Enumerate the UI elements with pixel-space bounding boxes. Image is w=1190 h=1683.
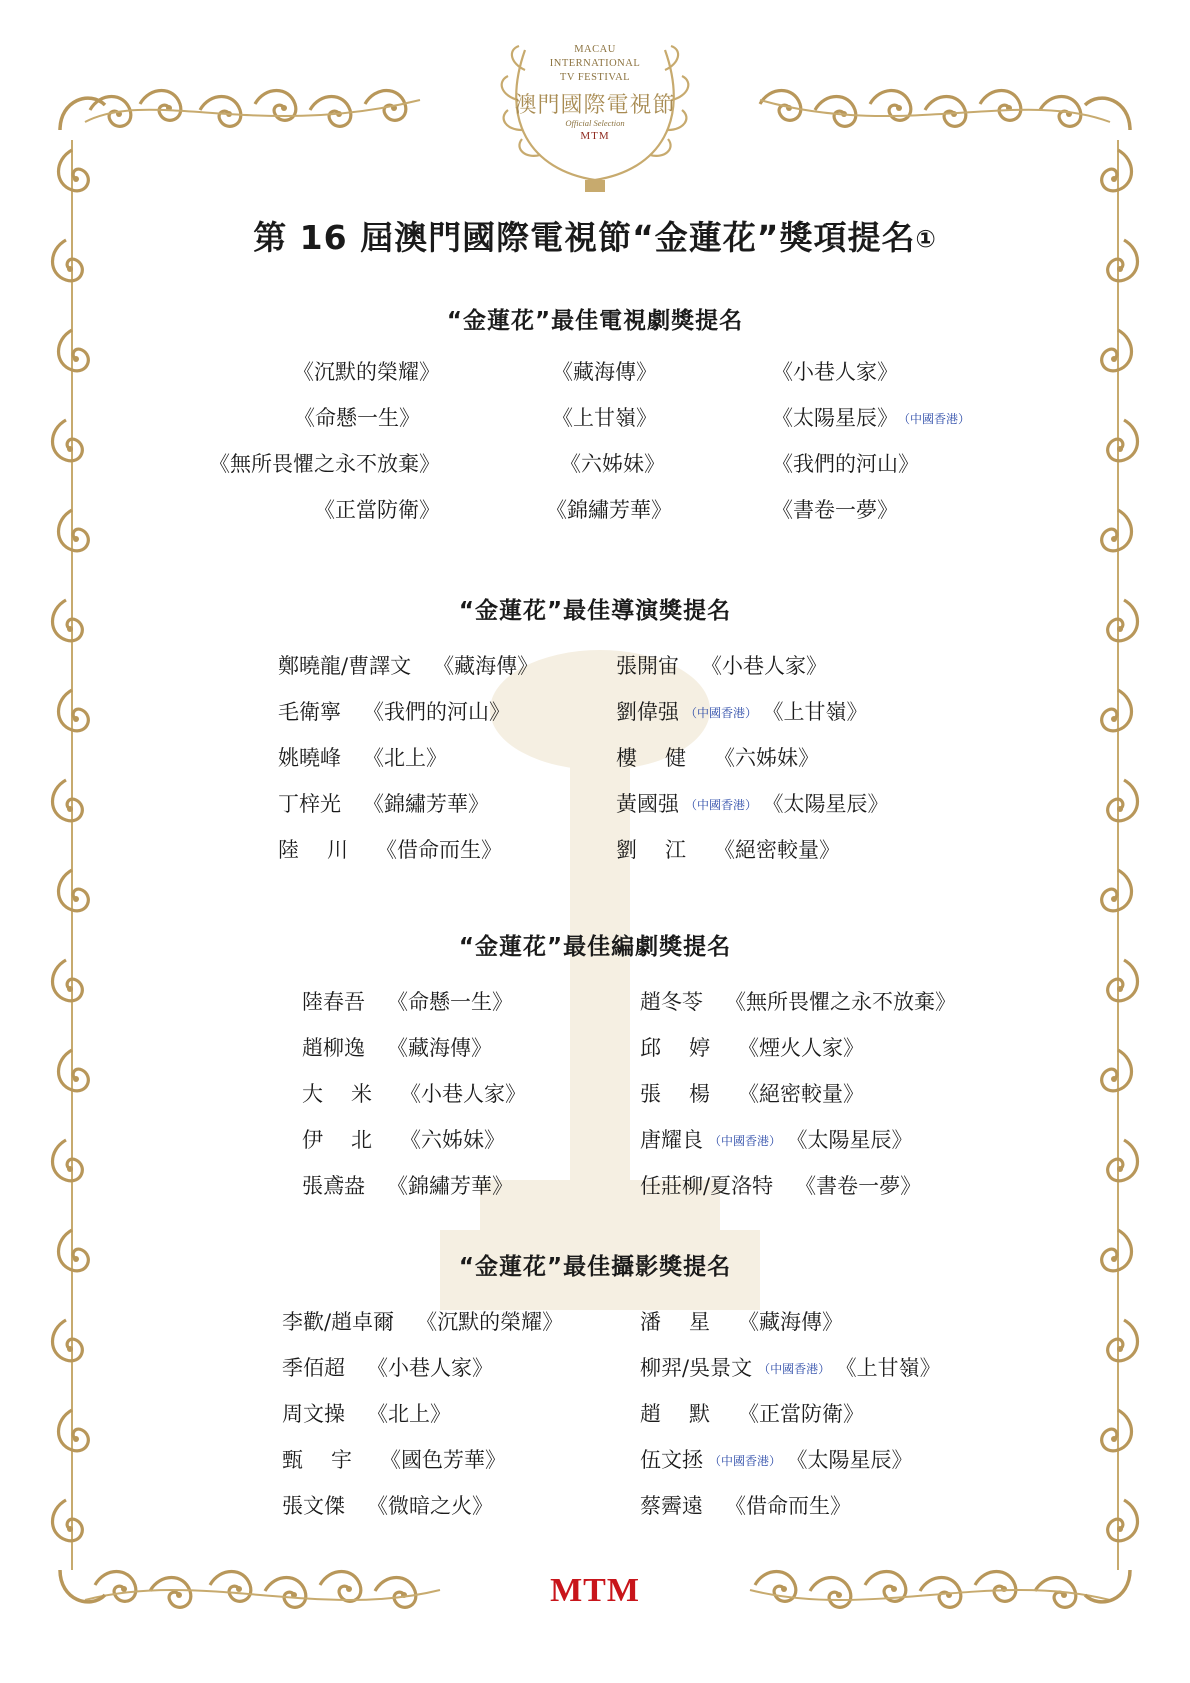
nominee-name: 潘星 xyxy=(640,1310,738,1334)
cinematography-entry xyxy=(640,1444,913,1474)
nominee-name: 張鳶盎 xyxy=(302,1174,365,1198)
nominee-work: 《小巷人家》 xyxy=(701,654,827,678)
cinematography-entry xyxy=(282,1398,451,1428)
screenwriter-entry xyxy=(302,1170,513,1200)
screenwriter-entry xyxy=(640,1170,921,1200)
footer-mtm-logo: MTM xyxy=(550,1572,640,1609)
director-entry xyxy=(616,650,827,680)
nominee-name: 毛衛寧 xyxy=(278,700,341,724)
drama-item: 《沉默的榮耀》 xyxy=(293,360,440,384)
nominee-work: 《六姊妹》 xyxy=(714,746,819,770)
nominee-name: 大米 xyxy=(302,1082,400,1106)
nominee-work: 《太陽星辰》 xyxy=(797,1448,913,1472)
page-title-number: ① xyxy=(915,225,937,253)
logo-text-international: INTERNATIONAL xyxy=(549,58,641,69)
logo-text-tv-festival: TV FESTIVAL xyxy=(559,72,631,83)
nominee-work: 《正當防衛》 xyxy=(738,1402,864,1426)
nominee-name: 陸川 xyxy=(278,838,376,862)
nominee-name: 甄宇 xyxy=(282,1448,380,1472)
nominee-work: 《國色芳華》 xyxy=(380,1448,506,1472)
director-entry xyxy=(278,696,510,726)
section-title-screenwriter: “金蓮花”最佳編劇獎提名 xyxy=(458,934,732,960)
cinematography-entry xyxy=(282,1444,506,1474)
drama-item: 《小巷人家》 xyxy=(772,360,898,384)
section-title-drama: “金蓮花”最佳電視劇獎提名 xyxy=(446,308,744,334)
logo-text-chinese: 澳門國際電視節 xyxy=(514,92,676,117)
nominee-work: 《北上》 xyxy=(363,746,447,770)
nominee-work: 《上甘嶺》 xyxy=(773,700,868,724)
region-note: （中國香港） xyxy=(758,1362,831,1376)
region-note: （中國香港） xyxy=(685,798,758,812)
nominee-work: 《我們的河山》 xyxy=(363,700,510,724)
cinematography-entry xyxy=(640,1398,864,1428)
director-entry xyxy=(278,742,447,772)
nominee-name: 唐耀良 xyxy=(640,1128,703,1152)
nominee-name: 鄭曉龍/曹譯文 xyxy=(278,654,412,678)
region-note: （中國香港） xyxy=(709,1454,782,1468)
drama-item: 《正當防衛》 xyxy=(314,498,440,522)
nominee-work: 《北上》 xyxy=(367,1402,451,1426)
screenwriter-entry xyxy=(302,1078,526,1108)
nominee-work: 《錦繡芳華》 xyxy=(363,792,489,816)
nominee-name: 陸春吾 xyxy=(302,990,365,1014)
nominee-name: 張文傑 xyxy=(282,1494,345,1518)
drama-item: 《六姊妹》 xyxy=(560,452,665,476)
nominee-work: 《藏海傳》 xyxy=(738,1310,843,1334)
drama-item: 《我們的河山》 xyxy=(772,452,919,476)
section-title-cinematography: “金蓮花”最佳攝影獎提名 xyxy=(458,1254,732,1280)
director-entry xyxy=(616,788,889,818)
nominee-work: 《沉默的榮耀》 xyxy=(416,1310,564,1334)
director-entry xyxy=(616,696,868,726)
logo-text-macau: MACAU xyxy=(574,44,616,55)
nominee-work: 《小巷人家》 xyxy=(367,1356,493,1380)
nominee-work: 《命懸一生》 xyxy=(387,990,513,1014)
nominee-name: 劉偉强 xyxy=(616,700,679,724)
page-title-text: 第 16 屆澳門國際電視節“金蓮花”獎項提名 xyxy=(253,218,916,257)
nominee-name: 蔡霽遠 xyxy=(640,1494,703,1518)
logo-text-official: Official Selection xyxy=(565,118,625,128)
nominee-work: 《微暗之火》 xyxy=(367,1494,493,1518)
director-entry xyxy=(278,788,489,818)
cinematography-entry xyxy=(640,1306,843,1336)
nominee-name: 丁梓光 xyxy=(278,792,341,816)
festival-logo xyxy=(470,30,720,200)
region-note: （中國香港） xyxy=(904,412,971,426)
nominee-name: 季佰超 xyxy=(282,1356,345,1380)
nominee-work: 《小巷人家》 xyxy=(400,1082,526,1106)
nominee-name: 趙冬苓 xyxy=(640,990,703,1014)
nominee-name: 周文操 xyxy=(282,1402,345,1426)
nominee-name: 李歡/趙卓爾 xyxy=(282,1310,395,1334)
nominee-name: 張開宙 xyxy=(616,654,679,678)
drama-item: 《錦繡芳華》 xyxy=(546,498,672,522)
cinematography-entry xyxy=(282,1490,493,1520)
nominee-name: 趙默 xyxy=(640,1402,738,1426)
nominee-work: 《藏海傳》 xyxy=(433,654,539,678)
nominee-name: 趙柳逸 xyxy=(302,1036,365,1060)
drama-item: 《上甘嶺》 xyxy=(552,406,657,430)
director-entry xyxy=(616,742,819,772)
nominee-work: 《書卷一夢》 xyxy=(795,1174,922,1198)
nominee-work: 《六姊妹》 xyxy=(400,1128,505,1152)
nominee-work: 《絕密較量》 xyxy=(738,1082,864,1106)
nominee-name: 柳羿/吳景文 xyxy=(640,1356,753,1380)
logo-text-mtm: MTM xyxy=(580,130,610,142)
nominee-name: 樓健 xyxy=(616,746,714,770)
drama-item: 《太陽星辰》 xyxy=(772,406,898,430)
nominee-work: 《借命而生》 xyxy=(376,838,502,862)
nominee-name: 伍文拯 xyxy=(640,1448,703,1472)
drama-item: 《無所畏懼之永不放棄》 xyxy=(209,452,440,476)
nominee-work: 《上甘嶺》 xyxy=(846,1356,941,1380)
nominee-name: 邱婷 xyxy=(640,1036,738,1060)
region-note: （中國香港） xyxy=(709,1134,782,1148)
cinematography-entry xyxy=(640,1352,941,1382)
cinematography-entry xyxy=(640,1490,851,1520)
nominee-name: 黃國强 xyxy=(616,792,679,816)
nominee-name: 伊北 xyxy=(302,1128,400,1152)
drama-item: 《藏海傳》 xyxy=(552,360,657,384)
screenwriter-entry xyxy=(640,1078,864,1108)
nominee-work: 《無所畏懼之永不放棄》 xyxy=(725,990,956,1014)
nominee-work: 《絕密較量》 xyxy=(714,838,840,862)
screenwriter-entry xyxy=(302,1124,505,1154)
screenwriter-entry xyxy=(302,986,513,1016)
page-title xyxy=(0,212,1190,259)
cinematography-entry xyxy=(282,1306,563,1336)
region-note: （中國香港） xyxy=(685,706,758,720)
screenwriter-entry xyxy=(640,986,956,1016)
section-title-director: “金蓮花”最佳導演獎提名 xyxy=(458,598,732,624)
nominee-work: 《借命而生》 xyxy=(725,1494,851,1518)
screenwriter-entry xyxy=(302,1032,492,1062)
screenwriter-entry xyxy=(640,1032,864,1062)
nominee-work: 《太陽星辰》 xyxy=(773,792,889,816)
nominee-name: 張楊 xyxy=(640,1082,738,1106)
director-entry xyxy=(278,834,502,864)
nominee-name: 任莊柳/夏洛特 xyxy=(640,1174,774,1198)
drama-item: 《書卷一夢》 xyxy=(772,498,898,522)
drama-item: 《命懸一生》 xyxy=(294,406,420,430)
drama-item-with-note xyxy=(772,402,986,432)
nominee-work: 《太陽星辰》 xyxy=(797,1128,913,1152)
nominee-name: 劉江 xyxy=(616,838,714,862)
screenwriter-entry xyxy=(640,1124,913,1154)
cinematography-entry xyxy=(282,1352,493,1382)
nominee-work: 《錦繡芳華》 xyxy=(387,1174,513,1198)
nominee-work: 《煙火人家》 xyxy=(738,1036,864,1060)
director-entry xyxy=(278,650,538,680)
nominee-work: 《藏海傳》 xyxy=(387,1036,492,1060)
director-entry xyxy=(616,834,840,864)
nominee-name: 姚曉峰 xyxy=(278,746,341,770)
